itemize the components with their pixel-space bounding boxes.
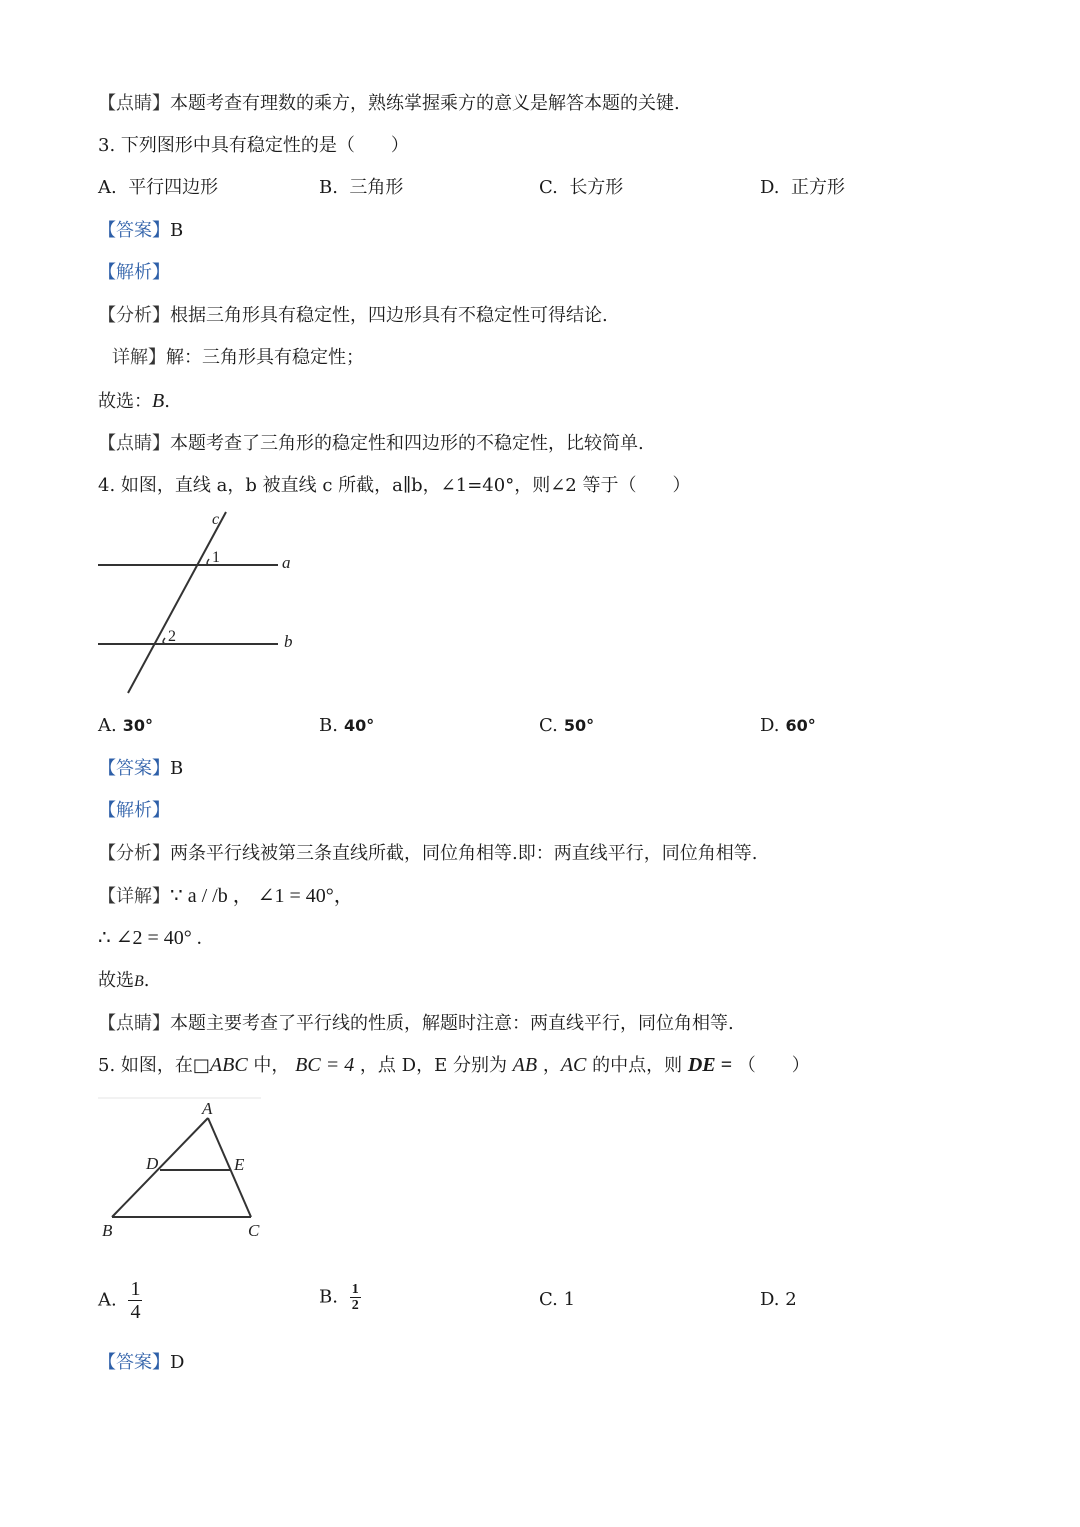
- label-a: a: [282, 553, 291, 572]
- q3-options: [98, 176, 978, 204]
- label-C: C: [248, 1221, 260, 1240]
- q5-question: 5. 如图，在□ABC 中， BC = 4 ，点 D，E 分别为 AB ，AC 的中点，则 DE = （ ）: [98, 1054, 810, 1076]
- q3-question: 3. 下列图形中具有稳定性的是（ ）: [98, 135, 409, 156]
- q4-question: 4. 如图，直线 a，b 被直线 c 所截，a∥b，∠1=40°，则∠2 等于（ ）: [98, 475, 691, 496]
- q4-option-c: C. 50°: [539, 715, 595, 736]
- label-D: D: [146, 1154, 159, 1173]
- comment-text: 本题考查有理数的乘方，熟练掌握乘方的意义是解答本题的关键.: [170, 93, 680, 114]
- q3-fenxi: 【分析】根据三角形具有稳定性，四边形具有不稳定性可得结论.: [98, 305, 608, 326]
- q3-option-d: D. 正方形: [760, 177, 845, 198]
- side-ac: [208, 1118, 251, 1217]
- side-ab: [112, 1118, 208, 1217]
- q4-detail: 【详解】∵ a / /b ， ∠1 = 40°，: [98, 885, 354, 907]
- answer-value: B: [170, 220, 184, 241]
- q2-comment: [98, 92, 680, 116]
- q5-option-d: D. 2: [760, 1289, 797, 1310]
- q5-figure: [96, 1096, 296, 1246]
- q3-option-a: A. 平行四边形: [98, 177, 219, 198]
- q4-choice: 故选B.: [98, 970, 150, 991]
- label-E: E: [234, 1155, 245, 1174]
- label-b: b: [284, 632, 293, 651]
- q5-option-a: A. $\frac{1}{4}$: [98, 1278, 141, 1323]
- q4-options: [98, 714, 978, 742]
- label-A: A: [202, 1099, 213, 1118]
- label-angle-2: 2: [168, 628, 176, 645]
- label-B: B: [102, 1221, 113, 1240]
- q3-analysis-heading: 【解析】: [98, 262, 170, 283]
- q3-choice: 故选：B.: [98, 390, 170, 412]
- comment-tag: 【点睛】: [98, 93, 170, 114]
- q4-comment: 【点睛】本题主要考查了平行线的性质，解题时注意：两直线平行，同位角相等.: [98, 1013, 734, 1034]
- q3-comment: 【点睛】本题考查了三角形的稳定性和四边形的不稳定性，比较简单.: [98, 433, 644, 454]
- q4-figure: [96, 510, 316, 700]
- q3-answer: [98, 219, 183, 243]
- line-c: [128, 512, 226, 693]
- q5-options: [98, 1278, 978, 1328]
- q4-therefore: ∴ ∠2 = 40° .: [98, 927, 202, 949]
- q3-option-b: B. 三角形: [319, 177, 404, 198]
- answer-tag: 【答案】: [98, 220, 170, 241]
- q5-answer: 【答案】D: [98, 1352, 185, 1373]
- q4-analysis-heading: 【解析】: [98, 800, 170, 821]
- q3-detail: 详解】解：三角形具有稳定性；: [112, 347, 364, 368]
- q4-option-a: A. 30°: [98, 715, 153, 736]
- label-angle-1: 1: [212, 549, 220, 566]
- label-c: c: [212, 511, 220, 528]
- q4-answer: 【答案】B: [98, 758, 184, 779]
- q4-fenxi: 【分析】两条平行线被第三条直线所截，同位角相等.即：两直线平行，同位角相等.: [98, 843, 758, 864]
- q5-option-c: C. 1: [539, 1289, 576, 1310]
- q4-option-b: B. 40°: [319, 715, 375, 736]
- q3-option-c: C. 长方形: [539, 177, 624, 198]
- q5-option-b: B. $\frac{1}{2}$: [319, 1282, 359, 1313]
- q4-option-d: D. 60°: [760, 715, 816, 736]
